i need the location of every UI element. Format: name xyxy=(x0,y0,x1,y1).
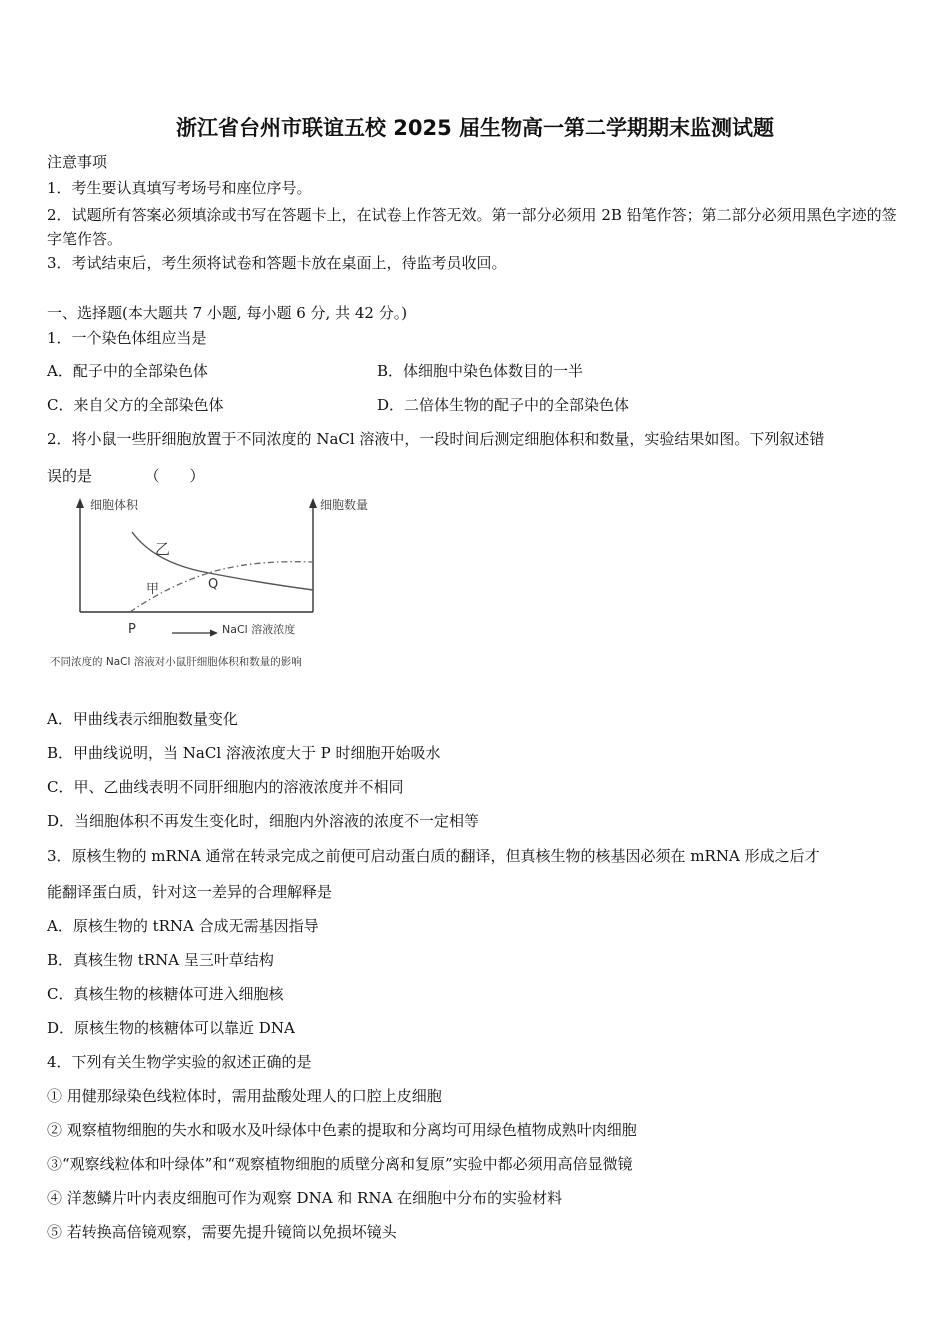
statement-item: ② 观察植物细胞的失水和吸水及叶绿体中色素的提取和分离均可用绿色植物成熟叶肉细胞 xyxy=(47,1121,637,1139)
option-b: B．真核生物 tRNA 呈三叶草结构 xyxy=(47,951,274,969)
statement-item: ⑤ 若转换高倍镜观察，需要先提升镜筒以免损坏镜头 xyxy=(47,1223,397,1241)
option-d: D．原核生物的核糖体可以靠近 DNA xyxy=(47,1019,295,1037)
option-d: D．当细胞体积不再发生变化时，细胞内外溶液的浓度不一定相等 xyxy=(47,812,480,830)
option-c: C．来自父方的全部染色体 xyxy=(47,396,224,414)
y-left-label: 细胞体积 xyxy=(90,498,139,512)
option-c: C．真核生物的核糖体可进入细胞核 xyxy=(47,985,284,1003)
notes-item: 3．考试结束后，考生须将试卷和答题卡放在桌面上，待监考员收回。 xyxy=(47,254,507,272)
statement-item: ④ 洋葱鳞片叶内表皮细胞可作为观察 DNA 和 RNA 在细胞中分布的实验材料 xyxy=(47,1189,563,1207)
question-stem-cont: 误的是 （ ） xyxy=(47,467,205,485)
section-heading: 一、选择题(本大题共 7 小题, 每小题 6 分, 共 42 分。) xyxy=(47,304,408,322)
question-stem: 1．一个染色体组应当是 xyxy=(47,329,207,347)
question-stem: 4．下列有关生物学实验的叙述正确的是 xyxy=(47,1053,312,1071)
question-stem: 2．将小鼠一些肝细胞放置于不同浓度的 NaCl 溶液中，一段时间后测定细胞体积和数量，实验结果如图。下列叙述错 xyxy=(47,430,825,448)
y-right-label: 细胞数量 xyxy=(320,498,369,512)
notes-item: 1．考生要认真填写考场号和座位序号。 xyxy=(47,179,312,197)
option-d: D．二倍体生物的配子中的全部染色体 xyxy=(377,396,630,414)
nacl-figure xyxy=(44,492,384,677)
question-stem-cont: 能翻译蛋白质，针对这一差异的合理解释是 xyxy=(47,883,333,901)
figure-caption: 不同浓度的 NaCl 溶液对小鼠肝细胞体积和数量的影响 xyxy=(50,656,302,668)
x-direction-arrowhead xyxy=(210,630,218,637)
point-q-label: Q xyxy=(208,577,219,592)
option-a: A．配子中的全部染色体 xyxy=(47,362,208,380)
curve-jia-label: 甲 xyxy=(146,582,160,597)
notes-item: 2．试题所有答案必须填涂或书写在答题卡上，在试卷上作答无效。第一部分必须用 2B 铅笔作答；第二部分必须用黑色字迹的签字笔作答。 xyxy=(47,206,897,248)
option-b: B．甲曲线说明，当 NaCl 溶液浓度大于 P 时细胞开始吸水 xyxy=(47,744,441,762)
question-stem: 3．原核生物的 mRNA 通常在转录完成之前便可启动蛋白质的翻译，但真核生物的核基因必须在 mRNA 形成之后才 xyxy=(47,847,820,865)
notes-heading: 注意事项 xyxy=(47,153,108,171)
y-axis-left-arrow xyxy=(76,498,84,508)
statement-item: ① 用健那绿染色线粒体时，需用盐酸处理人的口腔上皮细胞 xyxy=(47,1087,442,1105)
option-c: C．甲、乙曲线表明不同肝细胞内的溶液浓度并不相同 xyxy=(47,778,404,796)
statement-item: ③“观察线粒体和叶绿体”和“观察植物细胞的质壁分离和复原”实验中都必须用高倍显微镜 xyxy=(47,1155,633,1173)
option-a: A．原核生物的 tRNA 合成无需基因指导 xyxy=(47,917,319,935)
page-title: 浙江省台州市联谊五校 2025 届生物高一第二学期期末监测试题 xyxy=(175,116,775,140)
curve-yi-label: 乙 xyxy=(155,540,171,558)
x-axis-label: NaCl 溶液浓度 xyxy=(222,623,296,636)
y-axis-right-arrow xyxy=(309,498,317,508)
option-a: A．甲曲线表示细胞数量变化 xyxy=(47,710,238,728)
point-p-label: P xyxy=(128,622,136,637)
option-b: B．体细胞中染色体数目的一半 xyxy=(377,362,584,380)
